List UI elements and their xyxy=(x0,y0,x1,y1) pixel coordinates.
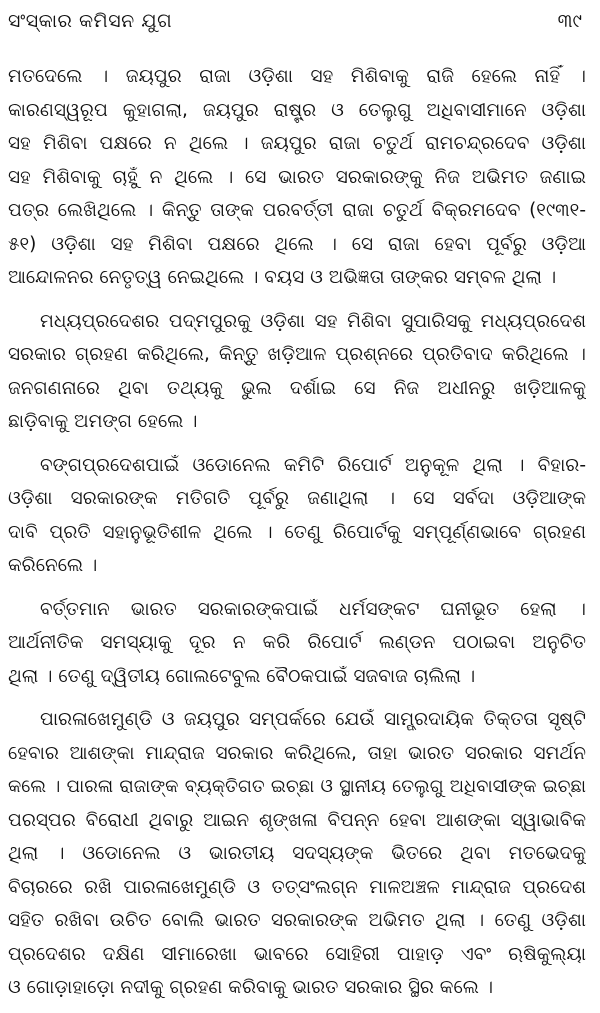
text-line: ସହିତ ରଖିବା ଉଚିତ ବୋଲି ଭାରତ ସରକାରଙ୍କ ଅଭିମତ ଥିଲା । ତେଣୁ ଓଡ଼ିଶା xyxy=(8,910,586,931)
text-line: ଥିଲା । ତେଣୁ ଦ୍ୱିତୀୟ ଗୋଲଟେବୁଲ ବୈଠକପାଇଁ ସଜବାଜ ଚାଲିଲା । xyxy=(8,665,476,687)
text-line: ବଙ୍ଗପ୍ରଦେଶପାଇଁ ଓଡୋନେଲ କମିଟି ରିପୋର୍ଟ ଅନୁକୂଳ ଥିଲା । ବିହାର- xyxy=(40,454,586,476)
paragraph xyxy=(8,449,586,583)
text-line: ପତ୍ର ଲେଖିଥିଲେ । କିନ୍ତୁ ତାଙ୍କ ପରବର୍ତ୍ତୀ ରାଜା ଚତୁର୍ଥ ବିକ୍ରମଦେବ (୧୯୩୧- xyxy=(8,200,586,221)
text-line: ୫୧) ଓଡ଼ିଶା ସହ ମିଶିବା ପକ୍ଷରେ ଥିଲେ । ସେ ରାଜା ହେବା ପୂର୍ବରୁ ଓଡ଼ିଆ xyxy=(8,233,586,255)
text-line: ଦାବି ପ୍ରତି ସହାନୁଭୂତିଶୀଳ ଥିଲେ । ତେଣୁ ରିପୋର୍ଟକୁ ସମ୍ପୂର୍ଣ୍ଣଭାବେ ଗ୍ରହଣ xyxy=(8,521,586,543)
text-line: ଛାଡ଼ିବାକୁ ଅମଙ୍ଗ ହେଲେ । xyxy=(8,411,198,432)
text-line: ଓଡ଼ିଶା ସରକାରଙ୍କ ମତିଗତି ପୂର୍ବରୁ ଜଣାଥିଲା । ସେ ସର୍ବଦା ଓଡ଼ିଆଙ୍କ xyxy=(8,488,586,509)
body-text xyxy=(8,60,586,1005)
text-line: ସରକାର ଗ୍ରହଣ କରିଥିଲେ, କିନ୍ତୁ ଖଡ଼ିଆଳ ପ୍ରଶ୍ନରେ ପ୍ରତିବାଦ କରିଥିଲେ । xyxy=(8,344,586,365)
text-line: କରିନେଲେ । xyxy=(8,555,98,576)
text-line: ମତଦେଲେ । ଜୟପୁର ରାଜା ଓଡ଼ିଶା ସହ ମିଶିବାକୁ ରାଜି ହେଲେ ନାହିଁ । xyxy=(8,66,586,87)
text-line: ଓ ଗୋଡ଼ାହାଡ଼ୋ ନଦୀକୁ ଗ୍ରହଣ କରିବାକୁ ଭାରତ ସରକାର ସ୍ଥିର କଲେ । xyxy=(8,977,494,998)
paragraph xyxy=(8,305,586,439)
page-header xyxy=(8,10,586,50)
text-line: ସହ ମିଶିବା ପକ୍ଷରେ ନ ଥିଲେ । ଜୟପୁର ରାଜା ଚତୁର୍ଥ ରାମଚନ୍ଦ୍ରଦେବ ଓଡ଼ିଶା xyxy=(8,133,586,154)
text-line: ମଧ୍ୟପ୍ରଦେଶର ପଦ୍ମପୁରକୁ ଓଡ଼ିଶା ସହ ମିଶିବା ସୁପାରିସକୁ ମଧ୍ୟପ୍ରଦେଶ xyxy=(40,310,586,332)
text-line: ପରସ୍ପର ବିରୋଧୀ ଥିବାରୁ ଆଇନ ଶୃଙ୍ଖଳା ବିପନ୍ନ ହେବା ଆଶଙ୍କା ସ୍ୱାଭାବିକ xyxy=(8,809,586,831)
text-line: ପାରଳାଖେମୁଣ୍ଡି ଓ ଜୟପୁର ସମ୍ପର୍କରେ ଯେଉଁ ସାମ୍ପ୍ରଦାୟିକ ତିକ୍ତତା ସୃଷ୍ଟି xyxy=(40,709,586,730)
text-line: ସହ ମିଶିବାକୁ ଚାହୁଁ ନ ଥିଲେ । ସେ ଭାରତ ସରକାରଙ୍କୁ ନିଜ ଅଭିମତ ଜଣାଇ xyxy=(8,166,586,188)
text-line: କଲେ । ପାରଳା ରାଜାଙ୍କ ବ୍ୟକ୍ତିଗତ ଇଚ୍ଛା ଓ ସ୍ଥାନୀୟ ତେଲୁଗୁ ଅଧିବାସୀଙ୍କ ଇଚ୍ଛା xyxy=(8,776,586,797)
page-number: ୩୯ xyxy=(557,10,582,32)
text-line: ବିଚାରରେ ରଖି ପାରଳାଖେମୁଣ୍ଡି ଓ ତତ୍‌ସଂଲଗ୍ନ ମାଳଅଞ୍ଚଳ ମାନ୍ଦ୍ରାଜ ପ୍ରଦେଶ xyxy=(8,876,586,898)
text-line: ଥିଲା । ଓଡୋନେଲ ଓ ଭାରତୀୟ ସଦସ୍ୟଙ୍କ ଭିତରେ ଥିବା ମତଭେଦକୁ xyxy=(8,843,586,864)
text-line: ବର୍ତ୍ତମାନ ଭାରତ ସରକାରଙ୍କପାଇଁ ଧର୍ମସଙ୍କଟ ଘନୀଭୂତ ହେଲା । xyxy=(40,598,586,620)
text-line: କାରଣସ୍ୱରୂପ କୁହାଗଲା, ଜୟପୁର ରାଷ୍ଟ୍ର ଓ ତେଲୁଗୁ ଅଧିବାସୀମାନେ ଓଡ଼ିଶା xyxy=(8,99,586,121)
text-line: ଆର୍ଥନୀତିକ ସମସ୍ୟାକୁ ଦୂର ନ କରି ରିପୋର୍ଟ ଲଣ୍ଡନ ପଠାଇବା ଅନୁଚିତ xyxy=(8,632,586,653)
text-line: ଜନଗଣନାରେ ଥିବା ତଥ୍ୟକୁ ଭୁଲ ଦର୍ଶାଇ ସେ ନିଜ ଅଧୀନରୁ ଖଡ଼ିଆଳକୁ xyxy=(8,377,586,399)
running-title: ସଂସ୍କାର କମିସନ ଯୁଗ xyxy=(8,10,173,32)
text-line: ଆନ୍ଦୋଳନର ନେତୃତ୍ୱ ନେଇଥିଲେ । ବୟସ ଓ ଅଭିଜ୍ଞତା ତାଙ୍କର ସମ୍ବଳ ଥିଲା । xyxy=(8,267,557,288)
text-line: ପ୍ରଦେଶର ଦକ୍ଷିଣ ସୀମାରେଖା ଭାବରେ ସୋହିରୀ ପାହାଡ଼ ଏବଂ ଋଷିକୁଲ୍ୟା xyxy=(8,943,586,965)
text-line: ହେବାର ଆଶଙ୍କା ମାନ୍ଦ୍ରାଜ ସରକାର କରିଥିଲେ, ତାହା ଭାରତ ସରକାର ସମର୍ଥନ xyxy=(8,742,586,764)
paragraph xyxy=(8,60,586,295)
paragraph xyxy=(8,593,586,694)
paragraph xyxy=(8,703,586,1005)
